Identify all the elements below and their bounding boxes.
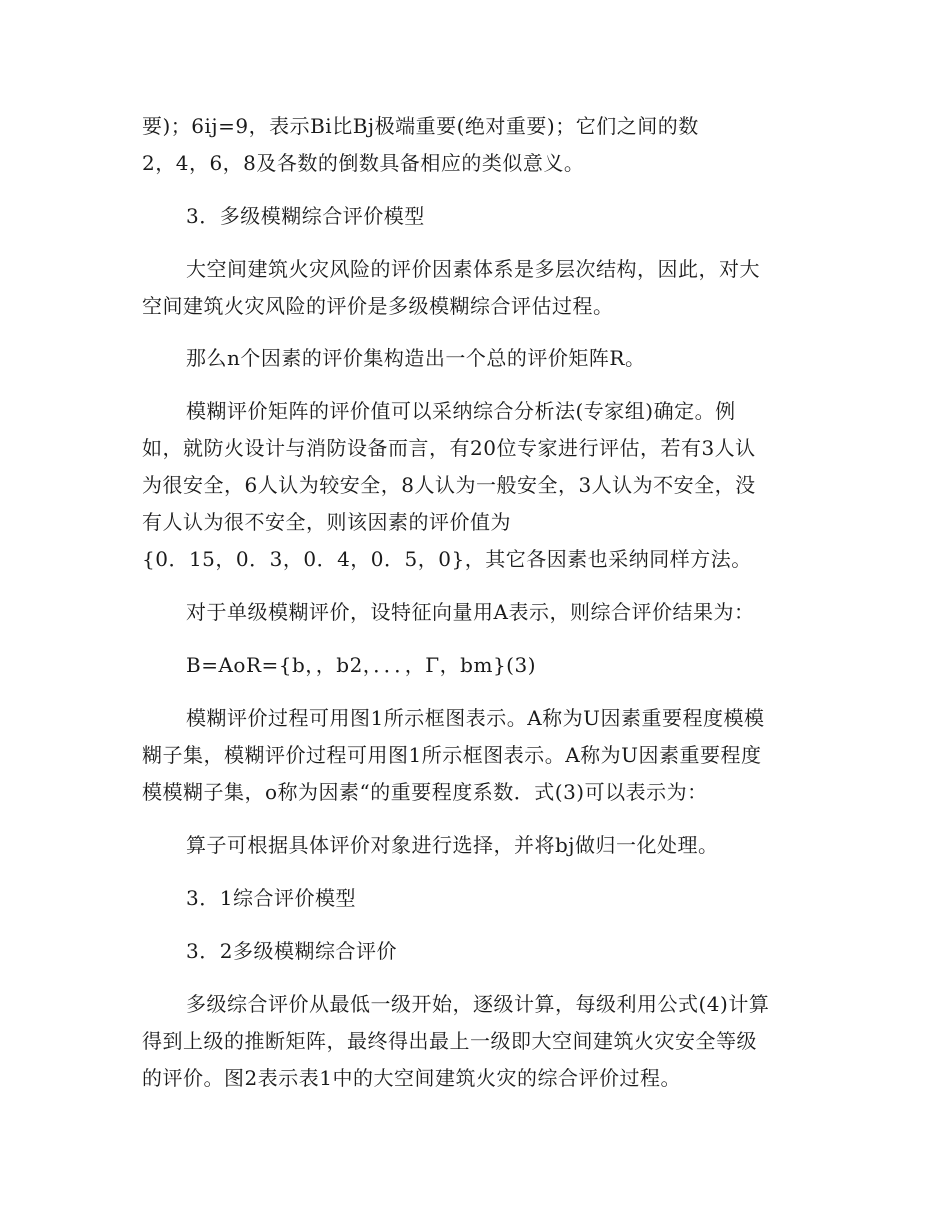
text-line: 如，就防火设计与消防设备而言，有20位专家进行评估，若有3人认 — [142, 436, 756, 460]
text-line: {0．15，0．3，0．4，0．5，0}，其它各因素也采纳同样方法。 — [142, 547, 752, 571]
text-line: 那么n个因素的评价集构造出一个总的评价矩阵R。 — [186, 346, 646, 370]
text-line: 的评价。图2表示表1中的大空间建筑火灾的综合评价过程。 — [142, 1066, 681, 1090]
text-line: 模模糊子集，o称为因素“的重要程度系数．式(3)可以表示为： — [142, 780, 708, 804]
section-heading: 3．多级模糊综合评价模型 — [186, 204, 425, 228]
text-line: 有人认为很不安全，则该因素的评价值为 — [142, 510, 511, 534]
text-line: 2，4，6，8及各数的倒数具备相应的类似意义。 — [142, 151, 585, 175]
text-line: 大空间建筑火灾风险的评价因素体系是多层次结构，因此，对大 — [186, 257, 760, 281]
text-line: 对于单级模糊评价，设特征向量用A表示，则综合评价结果为： — [186, 600, 755, 624]
text-line: 要)；6ij=9，表示Bi比Bj极端重要(绝对重要)；它们之间的数 — [142, 114, 699, 138]
text-line: 算子可根据具体评价对象进行选择，并将bj做归一化处理。 — [186, 833, 719, 857]
text-line: 为很安全，6人认为较安全，8人认为一般安全，3人认为不安全，没 — [142, 473, 756, 497]
text-line: 糊子集，模糊评价过程可用图1所示框图表示。A称为U因素重要程度 — [142, 743, 762, 767]
text-line: 模糊评价过程可用图1所示框图表示。A称为U因素重要程度模模 — [186, 706, 765, 730]
text-line: 空间建筑火灾风险的评价是多级模糊综合评估过程。 — [142, 294, 614, 318]
text-line: 模糊评价矩阵的评价值可以采纳综合分析法(专家组)确定。例 — [186, 399, 736, 423]
text-line: 得到上级的推断矩阵，最终得出最上一级即大空间建筑火灾安全等级 — [142, 1029, 757, 1053]
section-heading: 3．1综合评价模型 — [186, 886, 356, 910]
text-line: 多级综合评价从最低一级开始，逐级计算，每级利用公式(4)计算 — [186, 992, 770, 1016]
formula-line: B=AoR={b，，b2，．．．，Γ，bm}(3) — [186, 653, 537, 677]
section-heading: 3．2多级模糊综合评价 — [186, 939, 397, 963]
